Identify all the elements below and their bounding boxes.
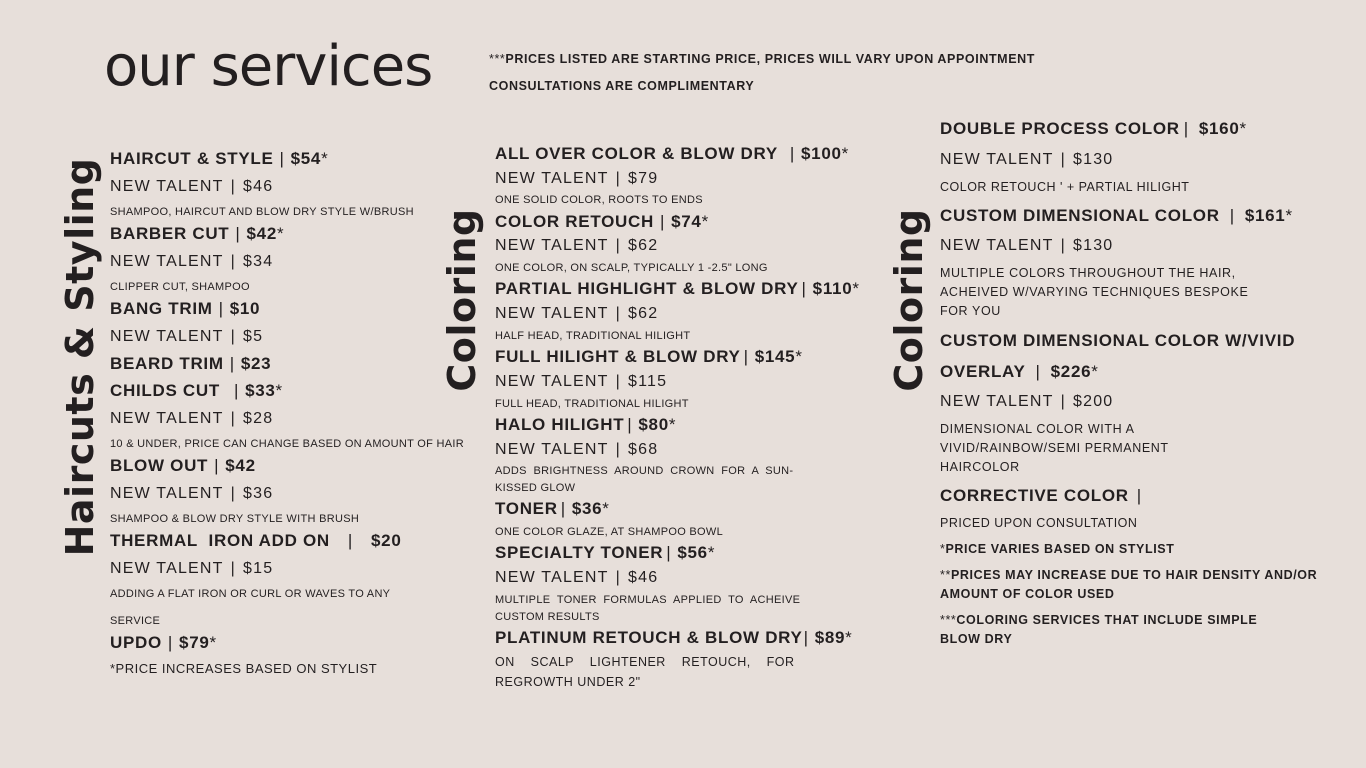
service-description: KISSED GLOW [495, 482, 576, 494]
page-title: our services [104, 34, 433, 99]
service-toner: TONER | $36* [495, 499, 610, 518]
section-label-haircuts: Haircuts & Styling [58, 157, 102, 557]
service-double-process: DOUBLE PROCESS COLOR | $160* [940, 119, 1247, 138]
stylist-note: *PRICE INCREASES BASED ON STYLIST [110, 661, 378, 676]
service-full-hilight: FULL HILIGHT & BLOW DRY | $145* [495, 347, 803, 366]
service-description: ONE SOLID COLOR, ROOTS TO ENDS [495, 194, 703, 206]
new-talent-price: NEW TALENT | $46 [110, 178, 274, 195]
service-updo: UPDO | $79* [110, 633, 217, 652]
service-description: PRICED UPON CONSULTATION [940, 516, 1138, 530]
service-halo-hilight: HALO HILIGHT | $80* [495, 415, 677, 434]
service-description: CUSTOM RESULTS [495, 611, 600, 623]
service-childs-cut: CHILDS CUT | $33* [110, 381, 283, 400]
service-description: SHAMPOO, HAIRCUT AND BLOW DRY STYLE W/BRUSH [110, 206, 414, 218]
service-vivid-overlay-title: CUSTOM DIMENSIONAL COLOR W/VIVID [940, 331, 1296, 350]
notice-prefix: *** [489, 52, 506, 66]
service-description: ADDS BRIGHTNESS AROUND CROWN FOR A SUN- [495, 465, 794, 477]
service-beard-trim: BEARD TRIM | $23 [110, 354, 272, 373]
new-talent-price: NEW TALENT | $28 [110, 410, 274, 427]
new-talent-price: NEW TALENT | $130 [940, 151, 1114, 168]
footnote-stylist: *PRICE VARIES BASED ON STYLIST [940, 542, 1175, 556]
service-vivid-overlay: OVERLAY | $226* [940, 362, 1099, 381]
new-talent-price: NEW TALENT | $15 [110, 560, 274, 577]
new-talent-price: NEW TALENT | $62 [495, 305, 659, 322]
service-bang-trim: BANG TRIM | $10 [110, 299, 261, 318]
new-talent-price: NEW TALENT | $5 [110, 328, 264, 345]
service-description: ON SCALP LIGHTENER RETOUCH, FOR [495, 655, 795, 669]
service-description: MULTIPLE COLORS THROUGHOUT THE HAIR, ACHEIVED W/VARYING TECHNIQUES BESPOKE FOR YOU [940, 266, 1249, 318]
service-blow-out: BLOW OUT | $42 [110, 456, 256, 475]
service-barber-cut: BARBER CUT | $42* [110, 224, 285, 243]
service-description: CLIPPER CUT, SHAMPOO [110, 281, 250, 293]
service-custom-dimensional: CUSTOM DIMENSIONAL COLOR | $161* [940, 206, 1293, 225]
service-thermal-iron: THERMAL IRON ADD ON | $20 [110, 531, 402, 550]
new-talent-price: NEW TALENT | $68 [495, 441, 659, 458]
service-description: ADDING A FLAT IRON OR CURL OR WAVES TO ANY [110, 588, 391, 600]
service-description: HALF HEAD, TRADITIONAL HILIGHT [495, 330, 691, 342]
service-platinum-retouch: PLATINUM RETOUCH & BLOW DRY| $89* [495, 628, 853, 647]
section-label-coloring: Coloring [440, 208, 484, 392]
service-description: REGROWTH UNDER 2" [495, 675, 641, 689]
footnote-density: **PRICES MAY INCREASE DUE TO HAIR DENSITY AND/OR AMOUNT OF COLOR USED [940, 568, 1318, 601]
notice-text: PRICES LISTED ARE STARTING PRICE, PRICES WILL VARY UPON APPOINTMENT [505, 52, 1035, 66]
new-talent-price: NEW TALENT | $130 [940, 237, 1114, 254]
service-partial-highlight: PARTIAL HIGHLIGHT & BLOW DRY | $110* [495, 279, 860, 298]
footnote-blow-dry: ***COLORING SERVICES THAT INCLUDE SIMPLE BLOW DRY [940, 613, 1258, 646]
price-notice [489, 52, 1035, 66]
service-description: ONE COLOR, ON SCALP, TYPICALLY 1 -2.5" LONG [495, 262, 768, 274]
service-color-retouch: COLOR RETOUCH | $74* [495, 212, 709, 231]
new-talent-price: NEW TALENT | $79 [495, 170, 659, 187]
service-description: 10 & UNDER, PRICE CAN CHANGE BASED ON AMOUNT OF HAIR [110, 438, 465, 450]
service-description: SERVICE [110, 615, 161, 627]
new-talent-price: NEW TALENT | $62 [495, 237, 659, 254]
new-talent-price: NEW TALENT | $36 [110, 485, 274, 502]
new-talent-price: NEW TALENT | $34 [110, 253, 274, 270]
consultation-notice: CONSULTATIONS ARE COMPLIMENTARY [489, 79, 755, 93]
new-talent-price: NEW TALENT | $200 [940, 393, 1114, 410]
service-description: COLOR RETOUCH ' + PARTIAL HILIGHT [940, 180, 1190, 194]
service-corrective-color: CORRECTIVE COLOR | [940, 486, 1142, 505]
service-haircut-style: HAIRCUT & STYLE | $54* [110, 149, 329, 168]
service-description: SHAMPOO & BLOW DRY STYLE WITH BRUSH [110, 513, 360, 525]
section-label-coloring-2: Coloring [887, 208, 931, 392]
service-all-over-color: ALL OVER COLOR & BLOW DRY | $100* [495, 144, 849, 163]
service-specialty-toner: SPECIALTY TONER | $56* [495, 543, 716, 562]
service-description: FULL HEAD, TRADITIONAL HILIGHT [495, 398, 689, 410]
service-description: MULTIPLE TONER FORMULAS APPLIED TO ACHEIVE [495, 594, 801, 606]
new-talent-price: NEW TALENT | $46 [495, 569, 659, 586]
service-description: ONE COLOR GLAZE, AT SHAMPOO BOWL [495, 526, 724, 538]
service-description: DIMENSIONAL COLOR WITH A VIVID/RAINBOW/SEMI PERMANENT HAIRCOLOR [940, 422, 1169, 474]
new-talent-price: NEW TALENT | $115 [495, 373, 668, 390]
